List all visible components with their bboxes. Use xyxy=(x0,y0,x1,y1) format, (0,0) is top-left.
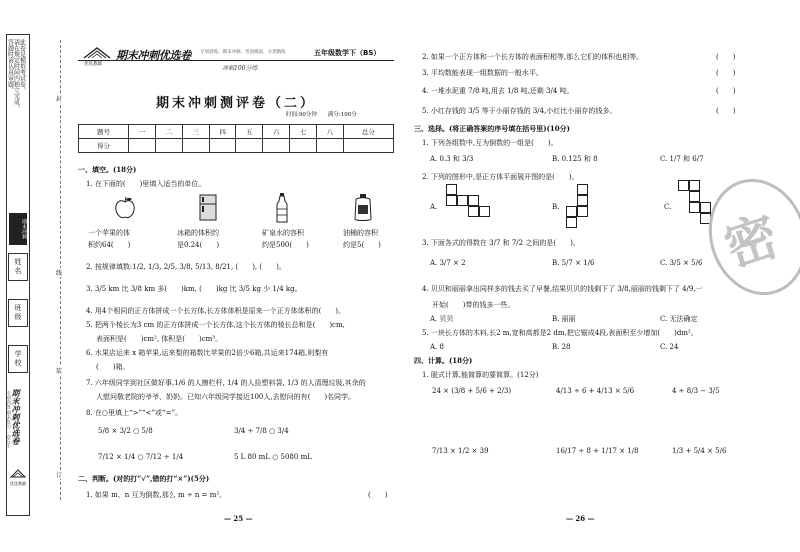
cut-label-4: 订 xyxy=(56,472,63,479)
school-field[interactable]: 学校 xyxy=(8,345,28,373)
judge-5-answer[interactable]: ( ) xyxy=(716,107,736,115)
score-header-cell: 六 xyxy=(263,125,290,139)
calc-row1-expr2: 4/13 ÷ 6 + 4/13 × 5/6 xyxy=(556,387,635,395)
judge-2-answer[interactable]: ( ) xyxy=(716,53,736,61)
time-info: 时间:90分钟 满分:100分 xyxy=(286,112,357,118)
score-header-cell: 题号 xyxy=(79,125,129,139)
page-number-right: — 26 — xyxy=(566,514,595,523)
section-4-title: 四、计算。(18分) xyxy=(414,356,473,365)
sidebar-bottom-logo: 优优教辅 xyxy=(10,481,26,486)
choice-1-option-a[interactable]: A. 0.3 和 3/3 xyxy=(430,155,474,163)
sidebar-badge: 期末冲刺 xyxy=(9,213,27,245)
score-header-cell: 四 xyxy=(209,125,236,139)
calc-row2-expr1: 7/13 × 1/2 × 39 xyxy=(432,447,489,455)
page-header xyxy=(78,46,394,72)
calc-1-text: 1. 脱式计算,能简算的要简算。(12分) xyxy=(422,371,539,379)
score-row-label: 得分 xyxy=(79,139,129,153)
section-1-title: 一、填空。(18分) xyxy=(78,165,137,174)
item-fridge-l2: 是0.24( ) xyxy=(177,241,220,249)
choice-4-option-c[interactable]: C. 无法确定 xyxy=(660,315,698,323)
score-cell[interactable] xyxy=(290,139,317,153)
oil-barrel-icon xyxy=(352,192,374,222)
page-number-left: — 25 — xyxy=(224,514,253,523)
choice-2-option-b[interactable]: B. xyxy=(552,203,560,211)
calc-row2-expr2: 16/17 ÷ 8 + 1/17 × 1/8 xyxy=(556,447,639,455)
item-bottle-l1: 矿泉水的容积 xyxy=(262,229,304,237)
q4-text: 4. 用4个相同的正方体拼成一个长方体,长方体体积是原来一个正方体体积的( )。 xyxy=(86,307,346,315)
sidebar-text-col2: 请在规定时间内独立完成， xyxy=(12,39,20,111)
apple-icon xyxy=(114,196,136,220)
score-cell[interactable] xyxy=(129,139,156,153)
choice-1-option-b[interactable]: B. 0.125 和 8 xyxy=(552,155,598,163)
choice-3-option-a[interactable]: A. 3/7 × 2 xyxy=(430,259,466,267)
judge-1-answer[interactable]: ( ) xyxy=(368,491,388,499)
sidebar-bottom-brand: 期末冲刺优选卷 xyxy=(11,389,21,445)
book-logo-icon xyxy=(10,467,26,479)
choice-2-option-a[interactable]: A. xyxy=(430,203,438,211)
judge-3-answer[interactable]: ( ) xyxy=(716,69,736,77)
sidebar-bottom-slogan: 专项训练 期末复习 一卷在手 xyxy=(5,391,11,448)
item-bottle-l2: 约是500( ) xyxy=(262,241,309,249)
calc-row2-expr3: 1/3 + 5/4 × 5/6 xyxy=(672,447,727,455)
grade-label: 五年级数学下（BS） xyxy=(314,49,381,57)
item-barrel-l1: 油桶的容积 xyxy=(343,229,378,237)
sidebar-text-col3: 答题时请认真审题。 xyxy=(6,39,14,93)
score-cell[interactable] xyxy=(263,139,290,153)
q3-text: 3. 3/5 km 比 3/8 km 多( )km, ( )kg 比 3/5 kg 少 1/4 kg。 xyxy=(86,285,302,293)
item-apple-l2: 积约64( ) xyxy=(88,241,131,249)
score-cell[interactable] xyxy=(209,139,236,153)
choice-3-option-b[interactable]: B. 5/7 × 1/6 xyxy=(552,259,595,267)
score-cell[interactable] xyxy=(236,139,263,153)
choice-3-option-c[interactable]: C. 3/5 × 5/6 xyxy=(660,259,703,267)
score-header-cell: 总分 xyxy=(343,125,393,139)
sidebar xyxy=(6,34,30,516)
compare-2a: 7/12 × 1/4 ○ 7/12 ÷ 1/4 xyxy=(98,453,184,461)
choice-3-text: 3. 下面各式的得数在 3/7 和 7/2 之间的是( )。 xyxy=(422,239,580,247)
q6-text-a: 6. 水果店运来 x 箱苹果,运来梨的箱数比苹果的2倍少6箱,共运来174箱,则梨有 xyxy=(86,349,329,357)
class-field[interactable]: 班级 xyxy=(8,299,28,327)
choice-5-option-a[interactable]: A. 8 xyxy=(430,343,444,351)
brand-title: 期末冲刺优选卷 xyxy=(116,49,191,62)
judge-4-answer[interactable]: ( ) xyxy=(716,87,736,95)
book-logo-icon xyxy=(82,46,112,60)
judge-5-text: 5. 小红存钱的 3/5 等于小丽存钱的 3/4,小红比小丽存的钱多。 xyxy=(422,107,617,115)
cut-label-1: 封 xyxy=(56,96,63,103)
compare-1a: 5/8 × 3/2 ○ 5/8 xyxy=(98,427,153,435)
compare-1b: 3/4 ÷ 7/8 ○ 3/4 xyxy=(234,427,289,435)
name-field[interactable]: 姓名 xyxy=(8,253,28,281)
choice-2-option-c[interactable]: C. xyxy=(664,203,672,211)
choice-5-option-c[interactable]: C. 24 xyxy=(660,343,679,351)
compare-2b: 5 L 80 mL ○ 5080 mL xyxy=(234,453,312,461)
judge-2-text: 2. 如果一个正方体和一个长方体的表面积相等,那么它们的体积也相等。 xyxy=(422,53,644,61)
score-header-cell: 五 xyxy=(236,125,263,139)
section-3-title: 三、选择。(将正确答案的序号填在括号里)(10分) xyxy=(414,124,570,133)
header-slogan xyxy=(200,50,286,56)
calc-row1-expr1: 24 × (3/8 + 5/6 + 2/3) xyxy=(432,387,512,395)
choice-1-text: 1. 下列各组数中,互为倒数的一组是( )。 xyxy=(422,139,558,147)
header-rule xyxy=(78,60,394,61)
paper-title: 期末冲刺测评卷（二） xyxy=(155,96,316,111)
cut-label-3: 装 xyxy=(56,368,63,375)
choice-1-option-c[interactable]: C. 1/7 和 6/7 xyxy=(660,155,704,163)
score-header-cell: 二 xyxy=(155,125,182,139)
cube-net-b xyxy=(566,184,606,228)
score-cell[interactable] xyxy=(155,139,182,153)
choice-4-text-a: 4. 贝贝和丽丽拿出同样多的钱去买了早餐,结果贝贝的钱剩下了 3/8,丽丽的钱剩下了 4/9,一 xyxy=(422,285,703,293)
score-header-row xyxy=(79,125,394,139)
calc-row1-expr3: 4 ÷ 8/3 − 3/5 xyxy=(672,387,720,395)
choice-5-text: 5. 一块长方体的木料,长2 m,宽和高都是2 dm,把它锯成4段,表面积至少增加( )dm²。 xyxy=(422,329,698,337)
slogan-line-1: 专项训练、期末冲刺、考前模拟、分类精练 xyxy=(200,50,286,55)
item-fridge-l1: 冰箱的体积约 xyxy=(177,229,219,237)
sidebar-text-col1: 此卷是模拟考试卷， xyxy=(18,39,26,93)
q1-text: 1. 在下面的( )里填入适当的单位。 xyxy=(86,180,206,188)
score-header-cell: 八 xyxy=(317,125,344,139)
score-header-cell: 一 xyxy=(129,125,156,139)
q2-text: 2. 按规律填数:1/2, 1/3, 2/5, 3/8, 5/13, 8/21, ( ), ( )。 xyxy=(86,263,286,271)
section-2-title: 二、判断。(对的打“√”,错的打“×”)(5分) xyxy=(78,474,210,483)
item-barrel-l2: 约是5( ) xyxy=(343,241,381,249)
score-table xyxy=(78,124,394,153)
item-apple-l1: 一个苹果的体 xyxy=(88,229,130,237)
choice-4-option-b[interactable]: B. 丽丽 xyxy=(552,315,576,323)
score-cell[interactable] xyxy=(343,139,393,153)
q8-text: 8. 在○里填上“>”“<”或“=”。 xyxy=(86,409,183,417)
fridge-icon xyxy=(198,194,218,222)
score-value-row xyxy=(79,139,394,153)
header-subtag: 冲刺100分练 xyxy=(222,65,258,72)
q5-text-a: 5. 把两个棱长为3 cm 的正方体拼成一个长方体,这个长方体的棱长总和是( )cm, xyxy=(86,321,345,329)
q5-text-b: 表面积是( )cm², 体积是( )cm³。 xyxy=(96,335,223,343)
judge-4-text: 4. 一堆水泥重 7/8 吨,用去 1/8 吨,还剩 3/4 吨。 xyxy=(422,87,574,95)
choice-4-option-a[interactable]: A. 贝贝 xyxy=(430,315,454,323)
score-header-cell: 七 xyxy=(290,125,317,139)
q7-text-b: 人慰问敬老院的爷爷、奶奶。已知六年级同学接近100人,去慰问的有( )名同学。 xyxy=(96,393,356,401)
score-cell[interactable] xyxy=(182,139,209,153)
cube-net-a xyxy=(446,184,490,228)
choice-5-option-b[interactable]: B. 28 xyxy=(552,343,571,351)
q6-text-b: ( )箱。 xyxy=(96,363,130,371)
score-header-cell: 三 xyxy=(182,125,209,139)
score-cell[interactable] xyxy=(317,139,344,153)
choice-2-text: 2. 下列的图形中,是正方体平面展开图的是( )。 xyxy=(422,173,579,181)
choice-4-text-b: 开始( )带的钱多一些。 xyxy=(432,301,515,309)
secret-stamp-char: 密 xyxy=(717,206,786,280)
water-bottle-icon xyxy=(275,192,289,224)
judge-3-text: 3. 平均数能表现一组数据的一般水平。 xyxy=(422,69,543,77)
q7-text-a: 7. 六年级同学到社区做好事,1/6 的人擦栏杆, 1/4 的人捡塑料袋, 1/3 的人清理垃圾,其余的 xyxy=(86,379,366,387)
judge-1-text: 1. 如果 m、n 互为倒数,那么 m ÷ n = m²。 xyxy=(86,491,227,499)
logo-text: 优优教辅 xyxy=(84,62,102,67)
cut-label-2: 线 xyxy=(56,270,63,277)
